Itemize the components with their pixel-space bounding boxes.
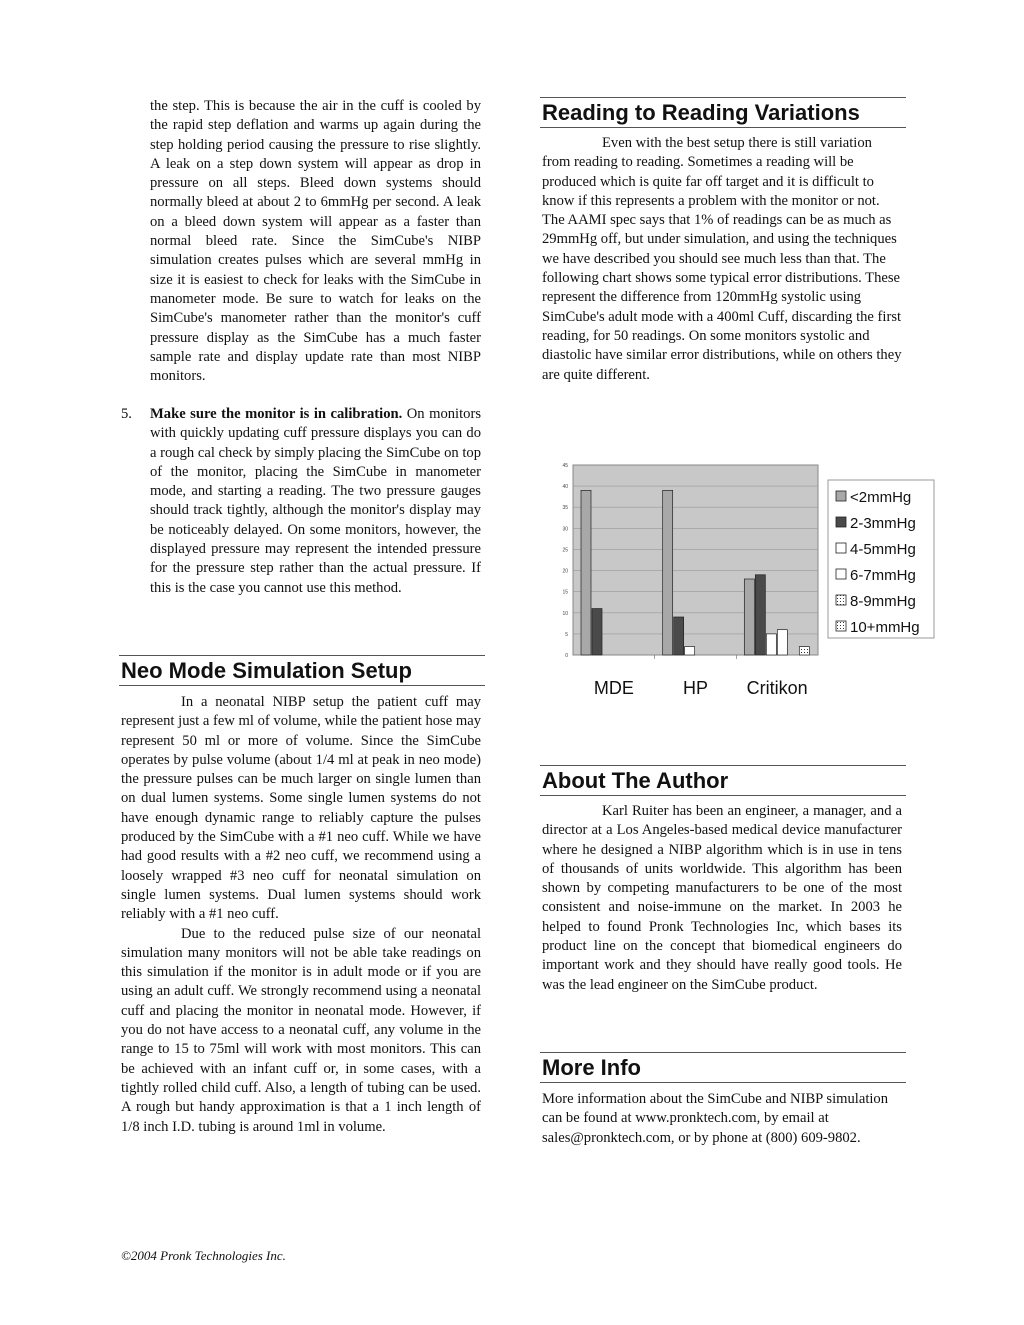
bar	[777, 630, 787, 655]
legend-label: 2-3mmHg	[850, 515, 916, 532]
calibration-text: On monitors with quickly updating cuff pressure displays you can do a rough cal check by simply placing the SimCube on top of the monitor, placing the SimCube in manometer mode, and starting a reading. The two pressure gauges should track tightly, although the monitor's display may be noticeably delayed. On some monitors, however, the displayed pressure may represent the intended pressure for the pressure step rather than the actual pressure. If this is the case you cannot use this method.	[150, 406, 481, 596]
bar	[744, 579, 754, 655]
bar	[581, 490, 591, 655]
bar	[799, 647, 809, 655]
bar	[592, 609, 602, 655]
legend-swatch	[836, 569, 846, 579]
copyright-footer: ©2004 Pronk Technologies Inc.	[121, 1248, 286, 1263]
neo-paragraph-2: Due to the reduced pulse size of our neonatal simulation many monitors will not be able take readings on this simulation if the monitor is in adult mode or if you are using an adult cuff. We strongly recommend using a neonatal cuff and placing the monitor in neonatal mode. However, if you do not have access to a neonatal cuff, any volume in the range to 15 to 75ml will work with most monitors. This can be achieved with an infant cuff or, in some cases, with a tightly rolled child cuff. Also, a length of tubing can be used. A rough but handy approximation is that a 1 inch length of 1/8 inch I.D. tubing is around 1ml in volume.	[121, 925, 481, 1135]
legend-label: <2mmHg	[850, 489, 912, 506]
bar	[766, 634, 776, 655]
y-tick-label: 10	[562, 610, 568, 617]
x-category-label: Critikon	[746, 678, 808, 698]
neo-mode-body	[121, 693, 481, 1137]
legend-swatch	[836, 595, 846, 605]
variations-text: Even with the best setup there is still variation from reading to reading. Sometimes a reading will be produced which is quite far off target and it is difficult to know if this represents a problem with the monitor or not. The AAMI spec says that 1% of readings can be as much as 29mmHg off, but under simulation, and using the techniques we have described you should see much less than that. The following chart shows some typical error distributions. These represent the difference from 120mmHg systolic using SimCube's adult mode with a 400ml Cuff, discarding the first reading, for 50 readings. On some monitors systolic and diastolic have similar error distributions, while on others they are quite different.	[542, 135, 902, 383]
more-info-text: More information about the SimCube and NIBP simulation can be found at www.pronktech.com, by email at sales@pronktech.com, or by phone at (800) 609-9802.	[542, 1091, 889, 1146]
variations-heading: Reading to Reading Variations	[540, 97, 906, 128]
error-distribution-chart	[540, 460, 940, 700]
list-item-body	[150, 405, 481, 598]
y-tick-label: 45	[562, 463, 568, 469]
legend-swatch	[836, 517, 846, 527]
list-item-calibration	[121, 405, 481, 640]
plot-area	[573, 465, 818, 655]
bar	[663, 490, 673, 655]
y-tick-label: 25	[562, 547, 568, 554]
legend-swatch	[836, 543, 846, 553]
leak-check-continuation: the step. This is because the air in the cuff is cooled by the rapid step deflation and warms up again during the step holding period causing the pressure to rise slightly. A leak on a step down system will appear as drop in pressure on all steps. Bleed down systems should normally bleed at about 2 to 6mmHg per second. A leak on a bleed down system will appear as a faster than normal bleed rate. Since the SimCube's NIBP simulation creates pulses which are several mmHg in size it is easiest to check for leaks with the SimCube in manometer mode. Be sure to watch for leaks on the SimCube's manometer rather than the monitor's cuff pressure display as the SimCube has a much faster sample rate and display update rate than most NIBP monitors.	[150, 98, 481, 385]
y-tick-label: 35	[562, 505, 568, 512]
y-tick-label: 30	[562, 526, 568, 533]
calibration-heading: Make sure the monitor is in calibration.	[150, 406, 403, 422]
more-info-heading: More Info	[540, 1052, 906, 1083]
y-tick-label: 15	[562, 589, 568, 596]
legend-label: 6-7mmHg	[850, 567, 916, 584]
about-author-text: Karl Ruiter has been an engineer, a manager, and a director at a Los Angeles-based medical device manufacturer where he designed a NIBP algorithm which is in use in tens of thousands of units worldwide. This algorithm has been shown by competing manufacturers to be one of the most consistent and noise-immune on the market. In 2003 he helped to found Pronk Technologies Inc, which bases its product line on the concept that biomedical engineers do important work and they should have really good tools. He was the lead engineer on the SimCube product.	[542, 803, 902, 993]
legend-label: 10+mmHg	[850, 619, 920, 636]
legend-swatch	[836, 621, 846, 631]
legend-label: 4-5mmHg	[850, 541, 916, 558]
y-tick-label: 20	[562, 568, 568, 575]
y-tick-label: 0	[565, 653, 568, 659]
y-tick-label: 40	[562, 484, 568, 491]
legend-swatch	[836, 491, 846, 501]
x-category-label: MDE	[593, 678, 634, 698]
bar	[755, 575, 765, 655]
about-author-heading: About The Author	[540, 765, 906, 796]
neo-mode-heading: Neo Mode Simulation Setup	[119, 655, 485, 686]
bar	[674, 617, 684, 655]
legend-label: 8-9mmHg	[850, 593, 916, 610]
x-category-label: HP	[682, 678, 709, 698]
neo-paragraph-1: In a neonatal NIBP setup the patient cuff may represent just a few ml of volume, while the patient hose may represent 50 ml or more of volume. Since the SimCube operates by pulse volume (about 1/4 ml at peak in neo mode) the pressure pulses can be much larger on single lumen than on dual lumen systems. Some single lumen systems do not have enough dynamic range to reliably capture the pulses produced by the SimCube with a #1 neo cuff. While we have had good results with a #2 neo cuff, we recommend using a loosely wrapped #3 neo cuff for neonatal simulation on single lumen systems. Dual lumen systems should work reliably with a #1 neo cuff.	[121, 694, 481, 923]
list-number: 5.	[121, 406, 132, 422]
y-tick-label: 5	[565, 631, 568, 638]
bar	[685, 647, 695, 655]
